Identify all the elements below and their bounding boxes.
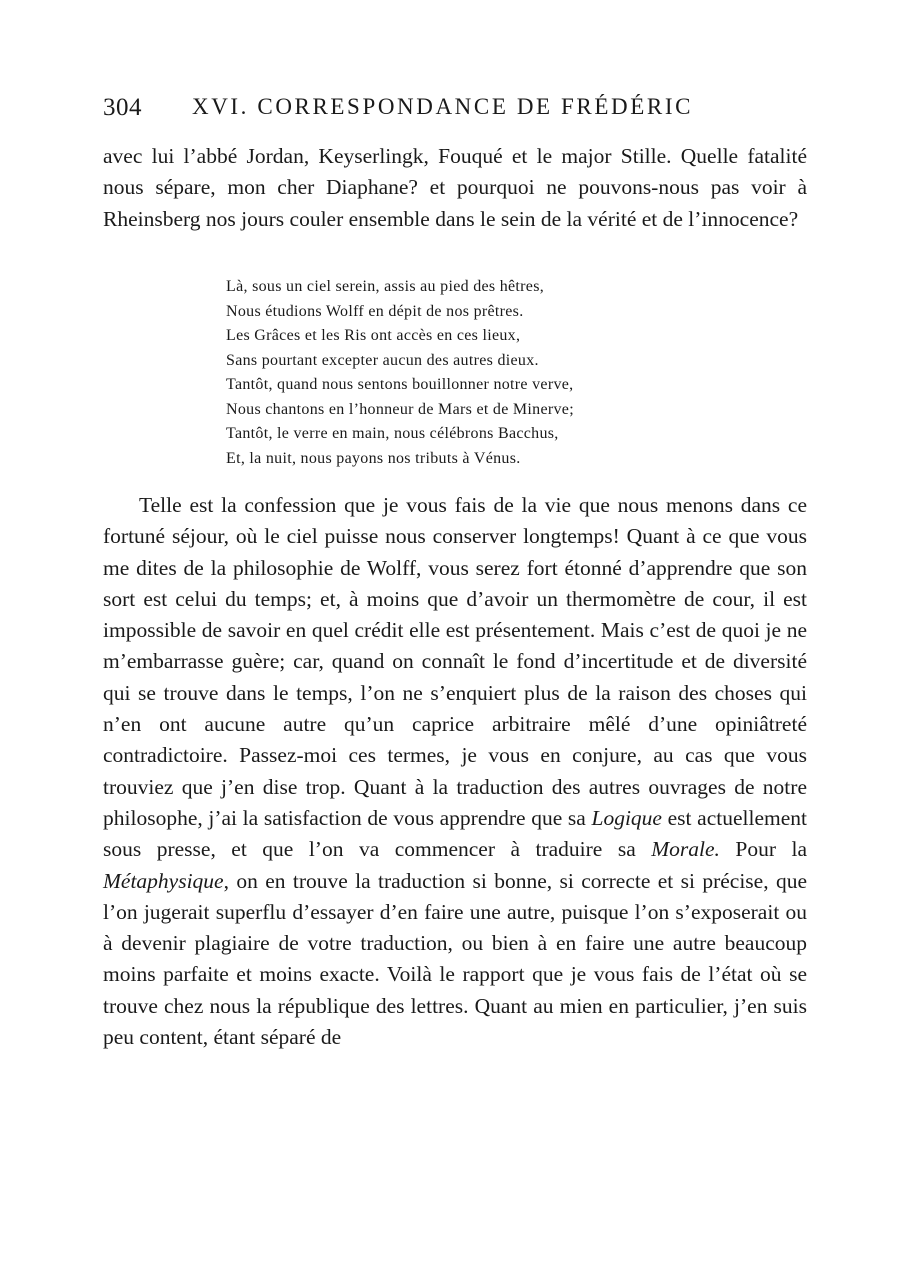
running-head (103, 94, 823, 130)
paragraph-opening: avec lui l’abbé Jordan, Keyserlingk, Fouqué et le major Stille. Quelle fatalité nous sépare, mon cher Diaphane? et pourquoi ne pouvons-nous pas voir à Rheinsberg nos jours couler ensemble dans le sein de la vérité et de l’innocence? (103, 144, 807, 231)
verse-line: Tantôt, le verre en main, nous célébrons Bacchus, (226, 425, 559, 442)
page-number: 304 (103, 94, 142, 121)
verse-block (226, 275, 574, 471)
paragraph-main (103, 490, 807, 1053)
verse-line: Nous chantons en l’honneur de Mars et de Minerve; (226, 400, 574, 418)
book-title-metaphysique: Métaphysique (103, 868, 224, 893)
paragraph-text: , on en trouve la traduction si bonne, si correcte et si précise, que l’on jugerait superflu d’essayer d’en faire une autre, puisque l’on s’exposerait ou à devenir plagiaire de votre traduction, ou bien à en faire une autre beaucoup moins parfaite et moins exacte. Voilà le rapport que je vous fais de l’état où se trouve chez nous la république des lettres. Quant au mien en particulier, j’en suis peu content, étant séparé de (103, 868, 807, 1050)
verse-line: Et, la nuit, nous payons nos tributs à Vénus. (226, 449, 521, 467)
paragraph-text: Pour la (719, 837, 808, 862)
paragraph-text: Telle est la confession que je vous fais de la vie que nous menons dans ce fortuné séjour, où le ciel puisse nous conserver longtemps! Quant à ce que vous me dites de la philosophie de Wolff, vous serez fort étonné d’apprendre que son sort est celui du temps; et, à moins que d’avoir un thermomètre de cour, il est impossible de savoir en quel crédit elle est présentement. Mais c’est de quoi je ne m’embarrasse guère; car, quand on connaît le fond d’incertitude et de diversité qui se trouve dans le temps, l’on ne s’enquiert plus de la raison des choses qui n’en ont aucune autre qu’un caprice arbitraire mêlé d’une opiniâtreté contradictoire. Passez-moi ces termes, je vous en conjure, au cas que vous trouviez que j’en dise trop. Quant à la traduction des autres ouvrages de notre philosophe, j’ai la satisfaction de vous apprendre que sa (103, 493, 807, 830)
verse-line: Nous étudions Wolff en dépit de nos prêtres. (226, 302, 524, 320)
paragraph-text: est actuellement sous presse, et que l’on va commencer à traduire sa (103, 805, 808, 862)
book-title-morale: Morale. (651, 837, 720, 862)
verse-line: Sans pourtant excepter aucun des autres dieux. (226, 351, 539, 369)
verse-line: Là, sous un ciel serein, assis au pied des hêtres, (226, 278, 545, 295)
verse-line: Les Grâces et les Ris ont accès en ces lieux, (226, 327, 521, 344)
book-title-logique: Logique (591, 805, 662, 830)
verse-line: Tantôt, quand nous sentons bouillonner notre verve, (226, 376, 574, 393)
chapter-title: XVI. CORRESPONDANCE DE FRÉDÉRIC (192, 94, 694, 119)
